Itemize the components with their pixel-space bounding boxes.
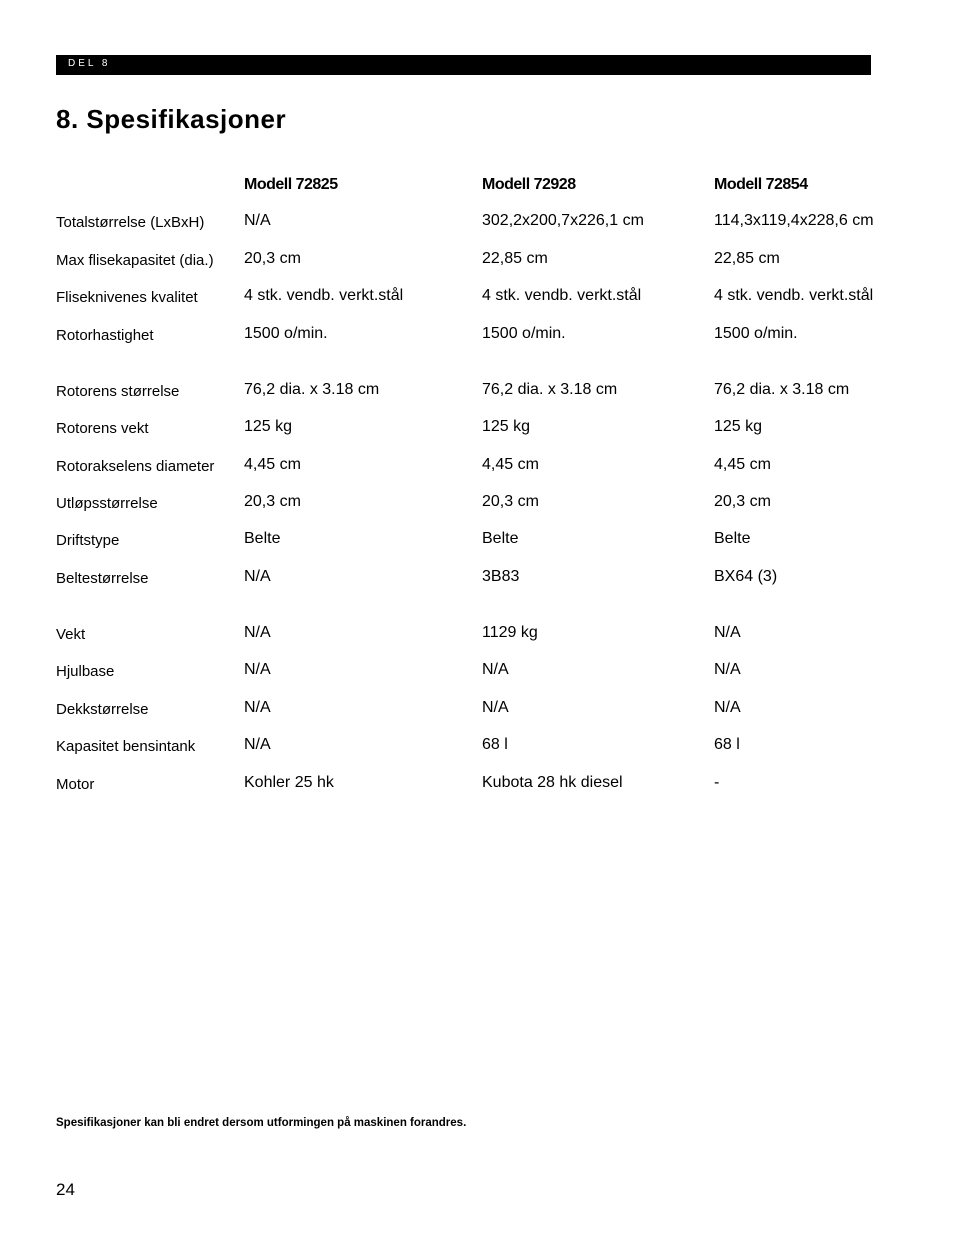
spec-value: N/A (482, 699, 509, 716)
spec-row (0, 699, 954, 723)
spec-label: Driftstype (56, 532, 120, 549)
spec-value: 68 l (714, 736, 740, 753)
spec-row (0, 287, 954, 311)
spec-value: Kohler 25 hk (244, 774, 334, 791)
spec-label: Fliseknivenes kvalitet (56, 289, 198, 306)
spec-value: 302,2x200,7x226,1 cm (482, 212, 644, 229)
spec-row (0, 530, 954, 554)
spec-label: Vekt (56, 626, 86, 643)
spec-value: 125 kg (482, 418, 531, 435)
spec-row (0, 736, 954, 760)
spec-row (0, 418, 954, 442)
spec-label: Beltestørrelse (56, 570, 149, 587)
spec-label: Rotorakselens diameter (56, 458, 215, 475)
spec-label: Rotorens størrelse (56, 383, 180, 400)
spec-value: 20,3 cm (244, 493, 301, 510)
section-label: DEL 8 (68, 58, 111, 69)
spec-value: 4 stk. vendb. verkt.stål (714, 287, 874, 304)
spec-value: 1129 kg (482, 624, 538, 641)
column-header-model-3: Modell 72854 (714, 176, 808, 193)
spec-value: 125 kg (714, 418, 763, 435)
spec-value: N/A (244, 624, 271, 641)
spec-value: 22,85 cm (714, 250, 780, 267)
spec-value: 4,45 cm (482, 456, 539, 473)
spec-value: 3B83 (482, 568, 520, 585)
spec-value: BX64 (3) (714, 568, 778, 585)
section-header-bar (56, 55, 871, 75)
spec-row (0, 493, 954, 517)
spec-value: N/A (244, 568, 271, 585)
spec-label: Totalstørrelse (LxBxH) (56, 214, 205, 231)
footnote: Spesifikasjoner kan bli endret dersom utformingen på maskinen forandres. (56, 1117, 467, 1129)
spec-value: Belte (482, 530, 519, 547)
spec-label: Dekkstørrelse (56, 701, 149, 718)
spec-value: 20,3 cm (714, 493, 771, 510)
spec-value: 4,45 cm (244, 456, 301, 473)
column-header-model-1: Modell 72825 (244, 176, 338, 193)
spec-value: 20,3 cm (244, 250, 301, 267)
spec-value: N/A (244, 736, 271, 753)
spec-value: 76,2 dia. x 3.18 cm (244, 381, 380, 398)
spec-row (0, 381, 954, 405)
spec-value: N/A (244, 699, 271, 716)
spec-row (0, 624, 954, 648)
spec-value: 1500 o/min. (714, 325, 798, 342)
spec-row (0, 212, 954, 236)
spec-value: 76,2 dia. x 3.18 cm (482, 381, 618, 398)
spec-value: 4 stk. vendb. verkt.stål (244, 287, 404, 304)
spec-value: Kubota 28 hk diesel (482, 774, 623, 791)
spec-label: Max flisekapasitet (dia.) (56, 252, 214, 269)
spec-row (0, 568, 954, 592)
spec-row (0, 250, 954, 274)
spec-value: 68 l (482, 736, 508, 753)
spec-value: 114,3x119,4x228,6 cm (714, 212, 874, 229)
spec-value: Belte (714, 530, 751, 547)
spec-value: 125 kg (244, 418, 293, 435)
spec-label: Kapasitet bensintank (56, 738, 196, 755)
spec-row (0, 456, 954, 480)
spec-value: N/A (482, 661, 509, 678)
spec-label: Hjulbase (56, 663, 115, 680)
spec-value: Belte (244, 530, 281, 547)
spec-value: 22,85 cm (482, 250, 548, 267)
spec-value: 4 stk. vendb. verkt.stål (482, 287, 642, 304)
spec-value: N/A (714, 624, 741, 641)
spec-value: 1500 o/min. (482, 325, 566, 342)
page-number: 24 (56, 1180, 75, 1199)
column-header-model-2: Modell 72928 (482, 176, 576, 193)
spec-value: 76,2 dia. x 3.18 cm (714, 381, 850, 398)
spec-value: N/A (714, 699, 741, 716)
spec-label: Motor (56, 776, 95, 793)
spec-value: N/A (714, 661, 741, 678)
spec-value: - (714, 774, 720, 791)
spec-label: Rotorhastighet (56, 327, 154, 344)
spec-value: 20,3 cm (482, 493, 539, 510)
spec-row (0, 325, 954, 349)
spec-label: Utløpsstørrelse (56, 495, 158, 512)
spec-row (0, 774, 954, 798)
spec-value: 1500 o/min. (244, 325, 328, 342)
spec-value: N/A (244, 212, 271, 229)
spec-label: Rotorens vekt (56, 420, 149, 437)
spec-row (0, 661, 954, 685)
spec-value: N/A (244, 661, 271, 678)
page-title: 8. Spesifikasjoner (56, 104, 287, 134)
spec-value: 4,45 cm (714, 456, 771, 473)
